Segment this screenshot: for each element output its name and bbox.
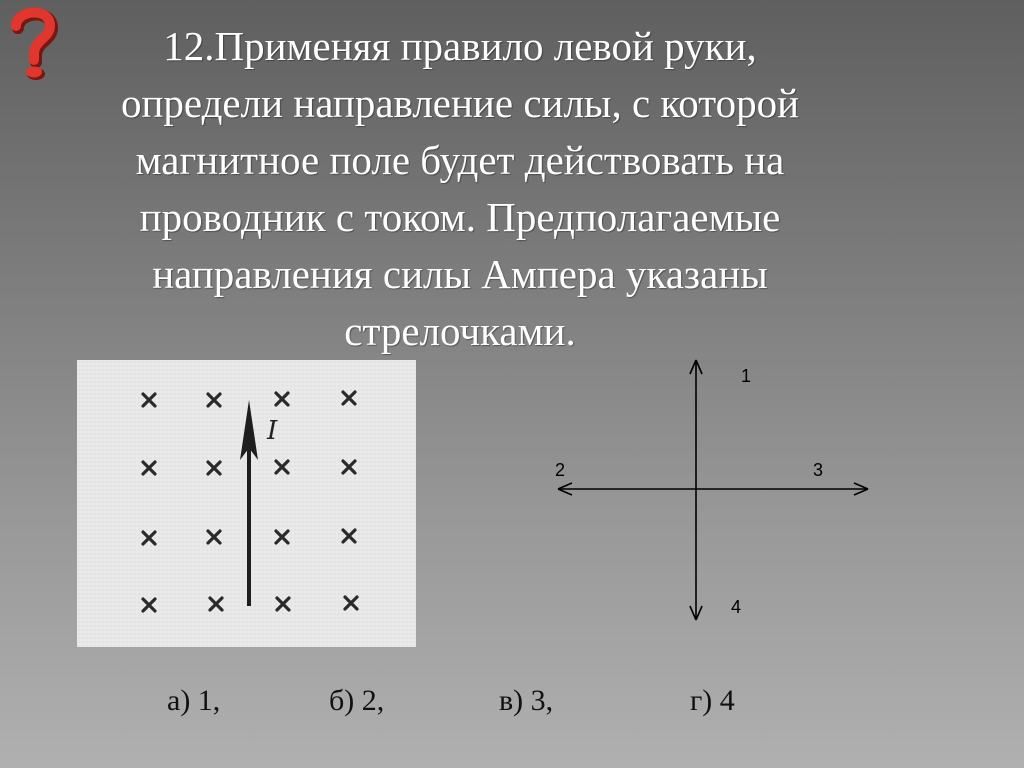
- answer-options: [0, 684, 1024, 724]
- current-label: I: [267, 416, 278, 446]
- direction-label-3: 3: [813, 460, 824, 480]
- question-line: направления силы Ампера указаны: [152, 251, 768, 297]
- question-text: [20, 18, 900, 360]
- question-line: стрелочками.: [344, 308, 576, 354]
- question-line: проводник с током. Предполагаемые: [139, 194, 781, 240]
- field-crosses-drawing: [77, 360, 416, 647]
- direction-label-2: 2: [555, 460, 566, 480]
- answer-option-g[interactable]: г) 4: [690, 684, 735, 717]
- magnetic-field-figure: [77, 360, 416, 647]
- answer-option-v[interactable]: в) 3,: [499, 684, 554, 717]
- force-directions-diagram: [548, 350, 878, 630]
- direction-label-1: 1: [741, 366, 752, 386]
- question-line: магнитное поле будет действовать на: [135, 137, 785, 183]
- question-line: 12.Применяя правило левой руки,: [163, 23, 757, 69]
- direction-label-4: 4: [731, 597, 742, 617]
- answer-option-a[interactable]: а) 1,: [167, 684, 221, 717]
- question-line: определи направление силы, с которой: [120, 80, 800, 126]
- answer-option-b[interactable]: б) 2,: [329, 684, 385, 717]
